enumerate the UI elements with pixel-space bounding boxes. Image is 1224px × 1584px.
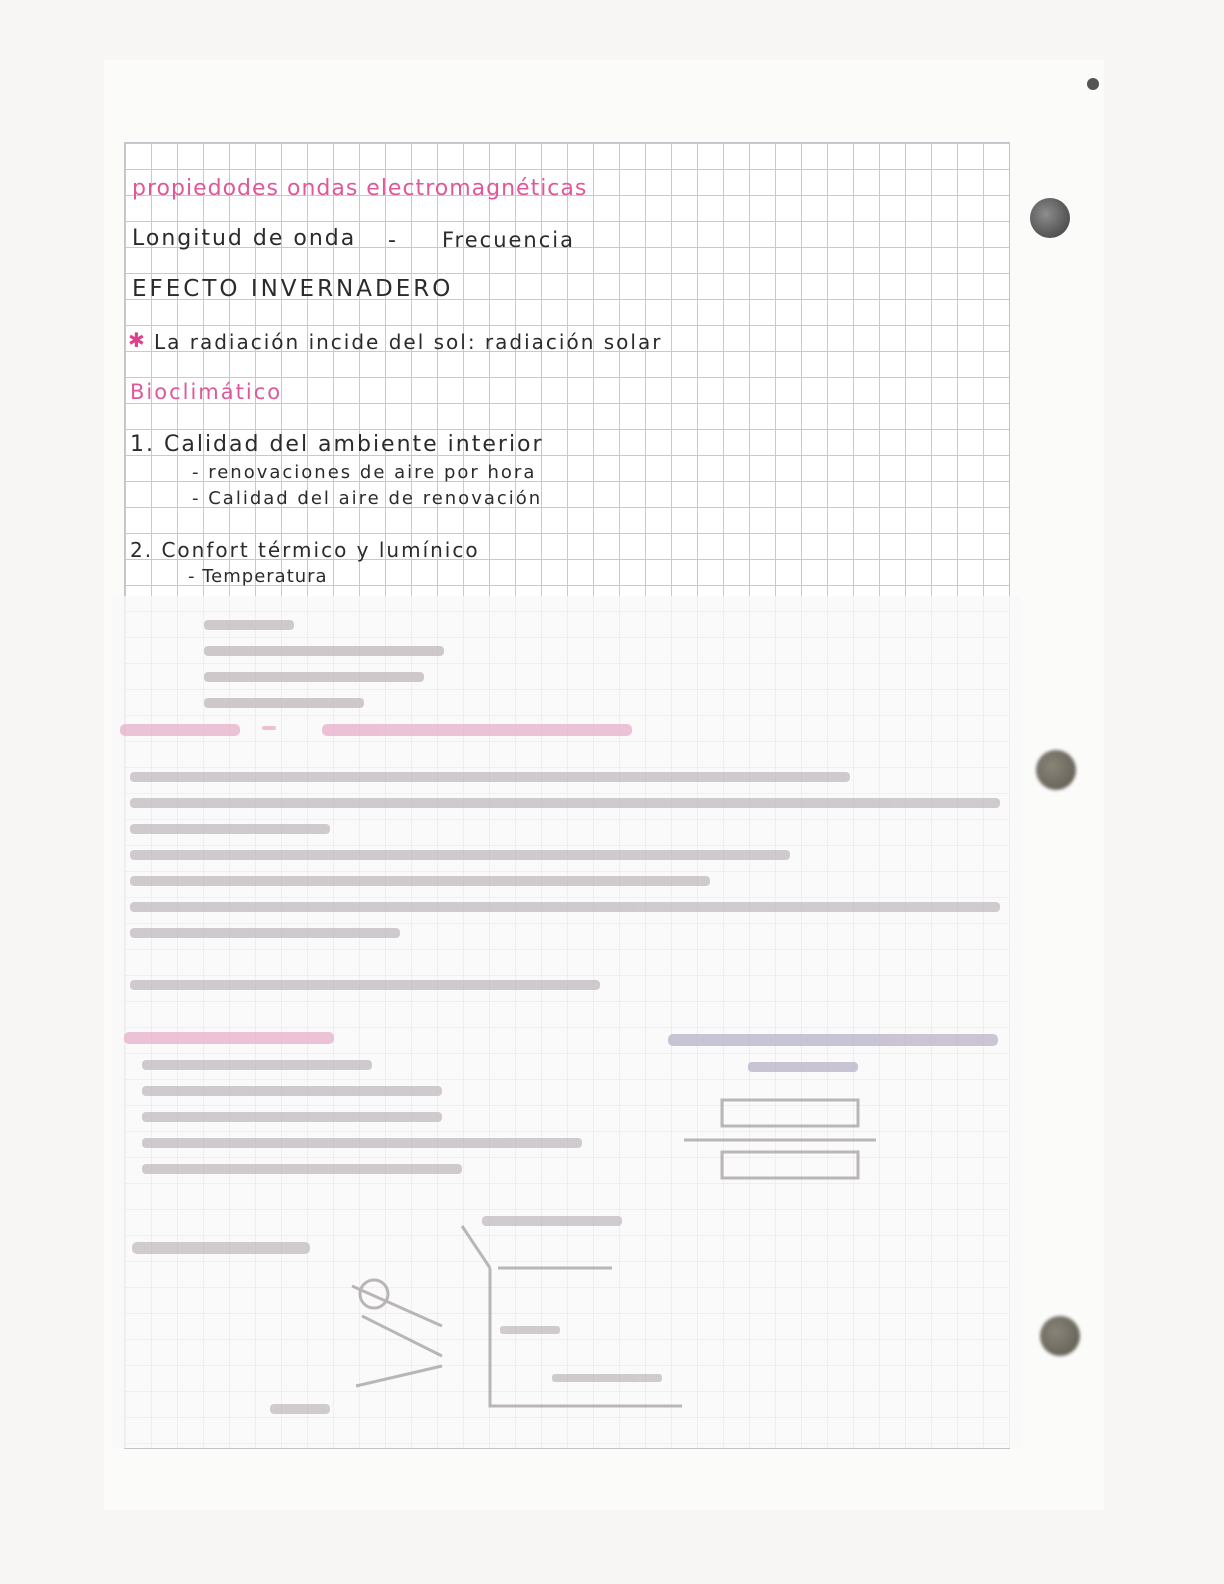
- line-frecuencia: Frecuencia: [442, 228, 575, 252]
- list-item-2a: - Temperatura: [188, 566, 328, 587]
- star-bullet-icon: ✱: [128, 328, 145, 352]
- list-item-1a: - renovaciones de aire por hora: [192, 462, 537, 483]
- line-radiacion: La radiación incide del sol: radiación solar: [154, 330, 663, 354]
- faded-handwriting-marks: [112, 596, 1020, 1448]
- heading-bioclimatico: Bioclimático: [130, 380, 283, 404]
- line-longitud: Longitud de onda: [132, 226, 357, 251]
- list-item-2: 2. Confort térmico y lumínico: [130, 538, 480, 562]
- page-title: propiedodes ondas electromagnéticas: [132, 176, 588, 201]
- list-item-1: 1. Calidad del ambiente interior: [130, 432, 544, 457]
- line-dash: -: [388, 228, 396, 253]
- punch-hole-top: [1030, 198, 1070, 238]
- punch-hole-bottom: [1040, 1316, 1080, 1356]
- heading-efecto-invernadero: EFECTO INVERNADERO: [132, 276, 454, 302]
- ink-dot: [1087, 78, 1099, 90]
- punch-hole-middle: [1036, 750, 1076, 790]
- list-item-1b: - Calidad del aire de renovación: [192, 488, 543, 509]
